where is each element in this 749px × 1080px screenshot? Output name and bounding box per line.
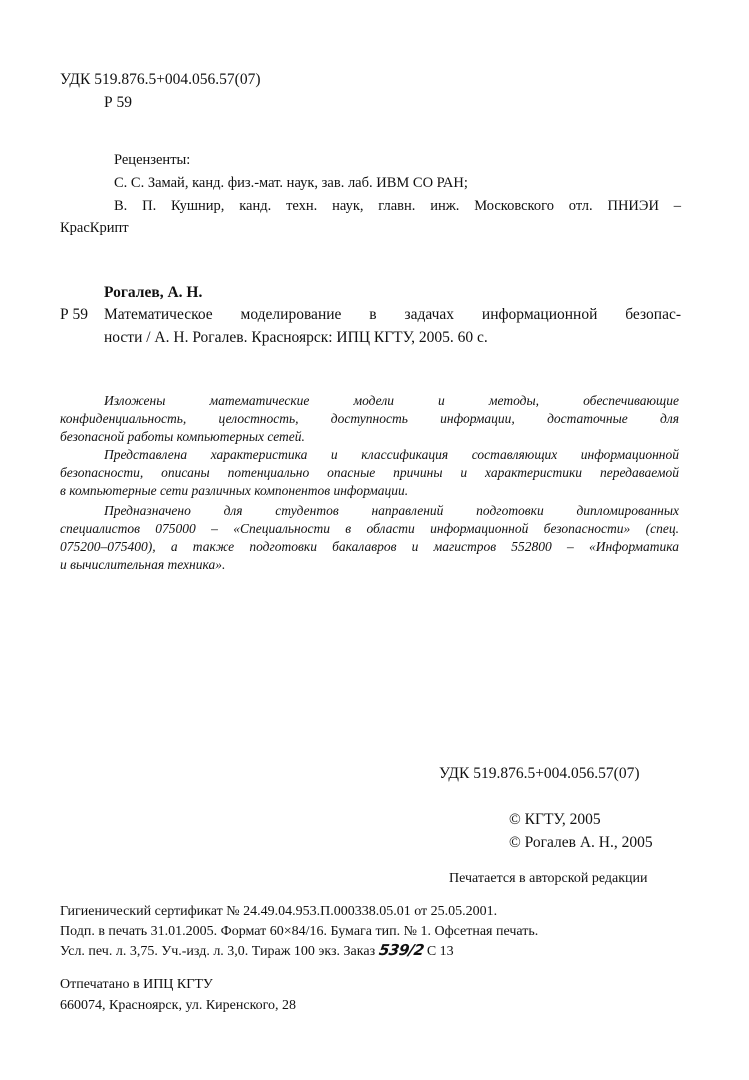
annotation-p2-line2: безопасности, описаны потенциально опасные причины и характеристики передаваемой: [60, 465, 679, 480]
reviewers-heading: Рецензенты:: [114, 152, 191, 168]
edition-note: Печатается в авторской редакции: [449, 871, 648, 886]
reviewer-2-line1: В. П. Кушнир, канд. техн. наук, главн. инж. Московского отл. ПНИЭИ –: [114, 198, 681, 214]
udk-code-top: УДК 519.876.5+004.056.57(07): [60, 71, 261, 88]
copyright-kgtu: © КГТУ, 2005: [509, 811, 601, 828]
annotation-p3-line1: Предназначено для студентов направлений подготовки дипломированных: [104, 503, 679, 518]
signed-to-print-line: Подп. в печать 31.01.2005. Формат 60×84/16. Бумага тип. № 1. Офсетная печать.: [60, 924, 539, 939]
annotation-p1-line3: безопасной работы компьютерных сетей.: [60, 429, 305, 444]
biblio-line-1: Математическое моделирование в задачах информационной безопас-: [104, 306, 681, 323]
author-heading: Рогалев, А. Н.: [104, 284, 203, 301]
annotation-p1-line1: Изложены математические модели и методы, обеспечивающие: [104, 393, 679, 408]
hygiene-certificate: Гигиенический сертификат № 24.49.04.953.П.000338.05.01 от 25.05.2001.: [60, 904, 498, 919]
printer-address: 660074, Красноярск, ул. Киренского, 28: [60, 998, 297, 1013]
udk-code-bottom: УДК 519.876.5+004.056.57(07): [439, 765, 640, 782]
annotation-p2-line1: Представлена характеристика и классификация составляющих информационной: [104, 447, 679, 462]
bbk-code-entry: Р 59: [60, 306, 88, 323]
annotation-p3-line3: 075200–075400), а также подготовки бакалавров и магистров 552800 – «Информатика: [60, 539, 679, 554]
annotation-p1-line2: конфиденциальность, целостность, доступность информации, достаточные для: [60, 411, 679, 426]
print-run-text: Усл. печ. л. 3,75. Уч.-изд. л. 3,0. Тираж 100 экз. Заказ: [60, 944, 376, 959]
print-run-suffix: С 13: [426, 944, 454, 959]
handwritten-order-number: 539/2: [377, 941, 425, 959]
copyright-author: © Рогалев А. Н., 2005: [509, 834, 653, 851]
bbk-code: Р 59: [104, 94, 132, 111]
reviewer-2-line2: КрасКрипт: [60, 220, 129, 236]
annotation-p3-line2: специалистов 075000 – «Специальности в области информационной безопасности» (спец.: [60, 521, 679, 536]
printed-at: Отпечатано в ИПЦ КГТУ: [60, 977, 213, 992]
annotation-p2-line3: в компьютерные сети различных компонентов информации.: [60, 483, 409, 498]
biblio-line-2: ности / А. Н. Рогалев. Красноярск: ИПЦ КГТУ, 2005. 60 с.: [104, 329, 488, 346]
reviewer-1: С. С. Замай, канд. физ.-мат. наук, зав. лаб. ИВМ СО РАН;: [114, 175, 468, 191]
print-run-line: [60, 941, 454, 961]
annotation-p3-line4: и вычислительная техника».: [60, 557, 226, 572]
